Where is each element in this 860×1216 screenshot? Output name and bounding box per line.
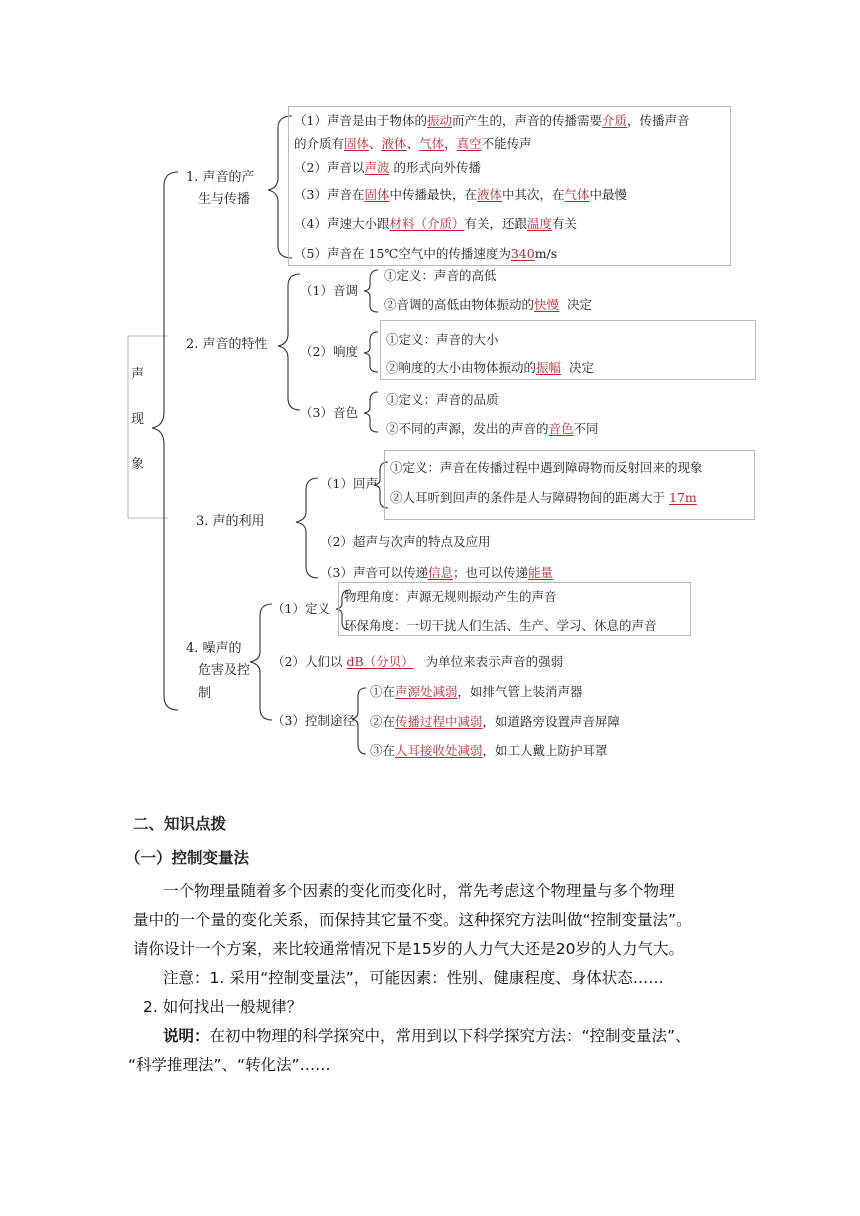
root-label-2: 现	[131, 412, 145, 427]
answer-medium: 介质	[602, 113, 628, 128]
pitch-rule: ②音调的高低由物体振动的快慢 决定	[384, 297, 592, 312]
timbre-label: （3）音色	[300, 405, 358, 420]
timbre-rule: ②不同的声源，发出的声音的音色不同	[386, 421, 599, 436]
s1-box	[288, 106, 731, 266]
s1-title-line1: 1. 声音的产	[186, 170, 255, 185]
echo-label: （1）回声	[320, 476, 378, 491]
section-heading: 二、知识点拨	[133, 815, 227, 833]
def-label: （1）定义	[272, 601, 330, 616]
s4-title-line3: 制	[198, 686, 212, 701]
explain-line1: 说明：在初中物理的科学探究中，常用到以下科学探究方法：“控制变量法”、	[163, 1027, 691, 1045]
root-label-1: 声	[131, 367, 145, 382]
ctrl-3: ③在人耳接收处减弱，如工人戴上防护耳罩	[370, 743, 608, 758]
root-label-3: 象	[131, 457, 145, 472]
echo-rule: ②人耳听到回声的条件是人与障碍物间的距离大于 17m	[390, 490, 697, 505]
answer-vibration: 振动	[426, 113, 452, 128]
s1-row5: （5）声音在 15℃空气中的传播速度为340m/s	[294, 246, 558, 261]
s4-title-line1: 4. 噪声的	[186, 641, 242, 656]
ctrl-label: （3）控制途径	[272, 713, 355, 728]
s3-title: 3. 声的利用	[196, 514, 265, 529]
transfer-text: （3）声音可以传递信息；也可以传递能量	[320, 565, 554, 580]
note-line1: 注意：1. 采用“控制变量法”，可能因素：性别、健康程度、身体状态……	[163, 969, 664, 987]
s1-row1: （1）声音是由于物体的振动而产生的，声音的传播需要介质，传播声音	[294, 113, 690, 128]
echo-def: ①定义：声音在传播过程中遇到障碍物而反射回来的现象	[390, 460, 703, 475]
explain-line2: “科学推理法”、“转化法”……	[128, 1056, 331, 1074]
loud-label: （2）响度	[300, 344, 358, 359]
s1-row2: （2）声音以声波 的形式向外传播	[294, 160, 481, 175]
ctrl-2: ②在传播过程中减弱，如道路旁设置声音屏障	[370, 714, 621, 729]
ctrl-1: ①在声源处减弱，如排气管上装消声器	[370, 684, 583, 699]
timbre-def: ①定义：声音的品质	[386, 392, 499, 407]
para-line3: 请你设计一个方案，来比较通常情况下是15岁的人力气大还是20岁的人力气大。	[133, 940, 684, 958]
loud-def: ①定义：声音的大小	[386, 332, 499, 347]
unit-text: （2）人们以 dB（分贝） 为单位来表示声音的强弱	[272, 654, 564, 669]
para-line2: 量中的一个量的变化关系，而保持其它量不变。这种探究方法叫做“控制变量法”。	[133, 911, 692, 929]
pitch-label: （1）音调	[300, 283, 358, 298]
s1-title-line2: 生与传播	[198, 192, 251, 207]
loud-rule: ②响度的大小由物体振动的振幅 决定	[386, 360, 594, 375]
note-line2: 2. 如何找出一般规律？	[143, 998, 303, 1016]
s2-title: 2. 声音的特性	[186, 337, 268, 352]
pitch-def: ①定义：声音的高低	[384, 268, 497, 283]
s1-row1b: 的介质有固体、液体、气体，真空不能传声	[294, 136, 532, 151]
ultra-text: （2）超声与次声的特点及应用	[320, 534, 491, 549]
section-subheading: （一）控制变量法	[125, 849, 250, 867]
s1-row3: （3）声音在固体中传播最快，在液体中其次，在气体中最慢	[294, 187, 628, 202]
para-line1: 一个物理量随着多个因素的变化而变化时，常先考虑这个物理量与多个物理	[163, 882, 675, 900]
s1-row4: （4）声速大小跟材料（介质）有关，还跟温度有关	[294, 216, 578, 231]
s4-title-line2: 危害及控	[198, 663, 251, 678]
def-env: 环保角度：一切干扰人们生活、生产、学习、休息的声音	[344, 618, 657, 633]
def-phys: 物理角度：声源无规则振动产生的声音	[344, 589, 557, 604]
